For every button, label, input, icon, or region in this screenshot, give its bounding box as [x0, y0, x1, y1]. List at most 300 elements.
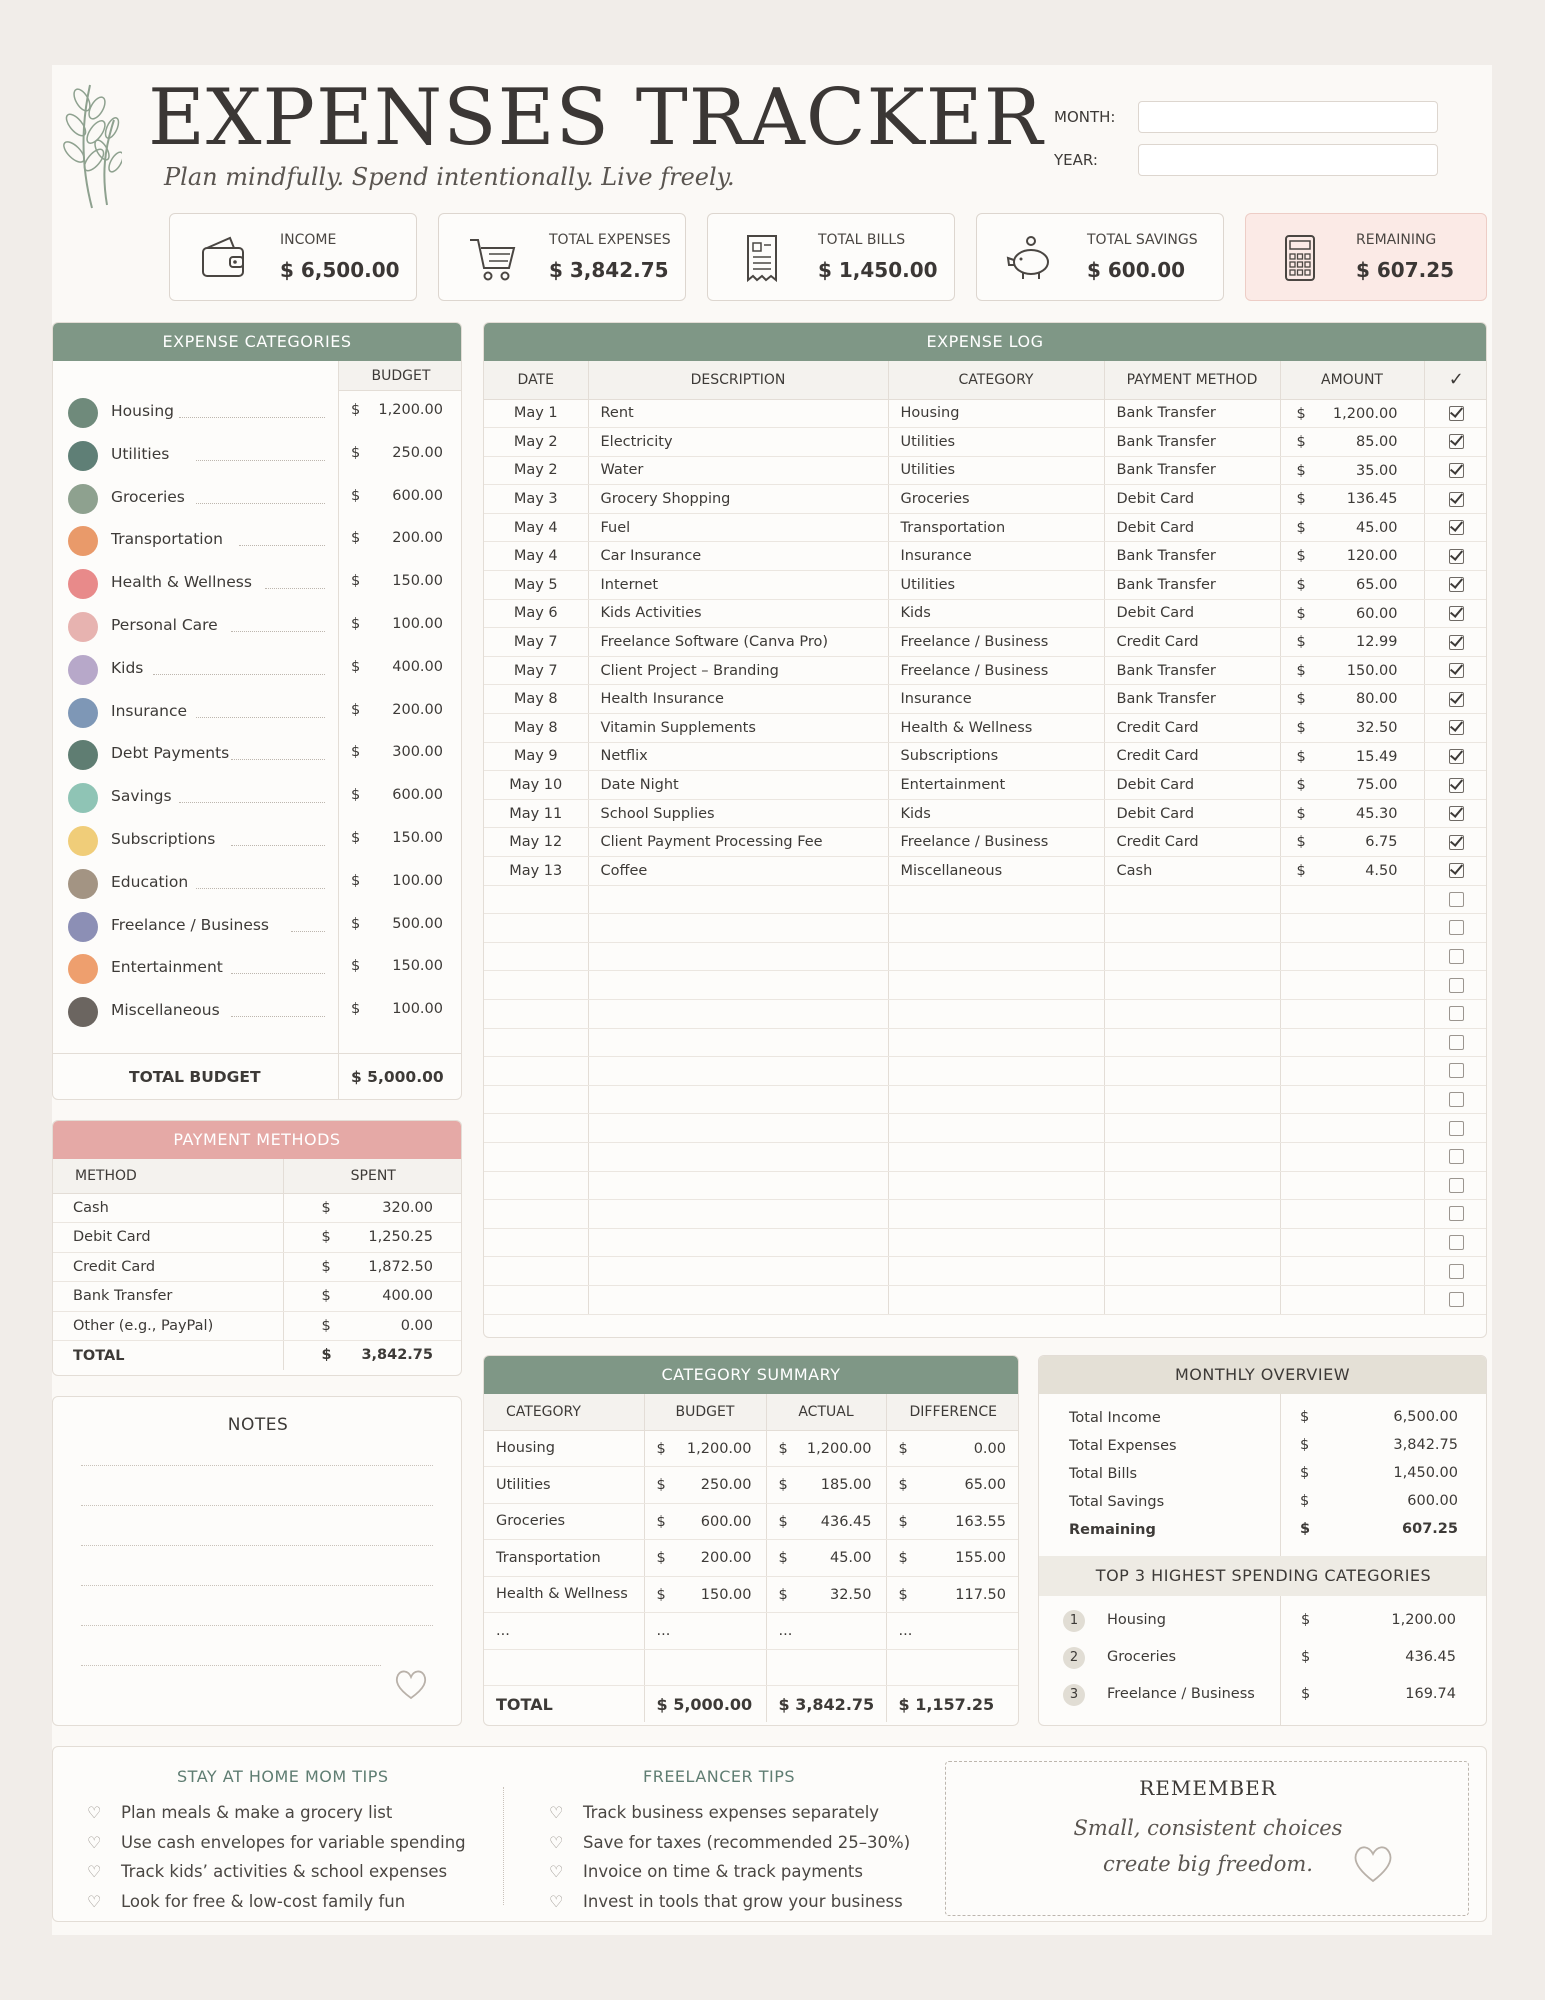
category-budget[interactable]: 600.00: [392, 487, 443, 504]
log-description[interactable]: Car Insurance: [588, 542, 888, 571]
checkbox[interactable]: [1449, 863, 1464, 878]
empty-cell[interactable]: [888, 1028, 1104, 1057]
log-payment-method[interactable]: Debit Card: [1104, 513, 1280, 542]
checkbox[interactable]: [1449, 835, 1464, 850]
table-row: [484, 828, 1487, 857]
log-payment-method[interactable]: Bank Transfer: [1104, 656, 1280, 685]
empty-cell[interactable]: [1104, 971, 1280, 1000]
note-line[interactable]: [81, 1465, 433, 1466]
log-date[interactable]: May 7: [484, 656, 588, 685]
table-row: [484, 456, 1487, 485]
table-row: [484, 1228, 1487, 1257]
note-line[interactable]: [81, 1545, 433, 1546]
log-check: [1424, 714, 1487, 743]
empty-cell[interactable]: [888, 971, 1104, 1000]
payment-method-name: Debit Card: [53, 1223, 283, 1253]
log-payment-method[interactable]: Credit Card: [1104, 828, 1280, 857]
empty-cell[interactable]: [588, 1257, 888, 1286]
checkbox[interactable]: [1449, 978, 1464, 993]
log-date[interactable]: May 7: [484, 628, 588, 657]
empty-cell[interactable]: [588, 914, 888, 943]
overview-label: Total Savings: [1069, 1494, 1165, 1510]
book-icon: [68, 869, 98, 899]
empty-cell[interactable]: [888, 885, 1104, 914]
empty-cell[interactable]: [888, 942, 1104, 971]
log-amount[interactable]: $ 85.00: [1280, 428, 1424, 457]
log-check: [1424, 771, 1487, 800]
checkbox[interactable]: [1449, 1092, 1464, 1107]
category-budget[interactable]: 250.00: [392, 444, 443, 461]
checkbox[interactable]: [1449, 892, 1464, 907]
log-date[interactable]: May 8: [484, 685, 588, 714]
category-row: [53, 862, 462, 905]
checkbox[interactable]: [1449, 1063, 1464, 1078]
empty-cell[interactable]: [1280, 914, 1424, 943]
checkbox[interactable]: [1449, 1235, 1464, 1250]
empty-cell[interactable]: [1280, 1028, 1424, 1057]
log-description[interactable]: Vitamin Supplements: [588, 714, 888, 743]
empty-cell[interactable]: [484, 942, 588, 971]
empty-cell[interactable]: [484, 1171, 588, 1200]
log-amount[interactable]: $ 75.00: [1280, 771, 1424, 800]
log-amount[interactable]: $ 136.45: [1280, 485, 1424, 514]
checkbox[interactable]: [1449, 1178, 1464, 1193]
table-row: [484, 1613, 1019, 1650]
category-row: [53, 733, 462, 776]
empty-cell[interactable]: [588, 1057, 888, 1086]
log-payment-method[interactable]: Bank Transfer: [1104, 456, 1280, 485]
log-description[interactable]: Water: [588, 456, 888, 485]
empty-cell[interactable]: [1280, 999, 1424, 1028]
log-date[interactable]: May 12: [484, 828, 588, 857]
empty-cell[interactable]: [1280, 1057, 1424, 1086]
empty-cell[interactable]: [1280, 1285, 1424, 1314]
category-name: Entertainment: [111, 958, 223, 977]
summary-budget: $ 1,200.00: [644, 1430, 766, 1467]
empty-cell[interactable]: [1104, 1028, 1280, 1057]
category-row: [53, 605, 462, 648]
empty-cell[interactable]: [484, 1085, 588, 1114]
log-check: [1424, 857, 1487, 886]
log-payment-method[interactable]: Credit Card: [1104, 714, 1280, 743]
log-category[interactable]: Miscellaneous: [888, 857, 1104, 886]
empty-cell[interactable]: [1280, 1114, 1424, 1143]
empty-cell[interactable]: [1104, 1228, 1280, 1257]
empty-cell[interactable]: [1280, 1142, 1424, 1171]
empty-cell[interactable]: [644, 1649, 766, 1686]
log-amount[interactable]: $ 45.00: [1280, 513, 1424, 542]
ellipsis-cell: ...: [484, 1613, 644, 1650]
checkbox[interactable]: [1449, 549, 1464, 564]
log-category[interactable]: Entertainment: [888, 771, 1104, 800]
wifi-icon: [68, 826, 98, 856]
empty-cell[interactable]: [588, 971, 888, 1000]
log-amount[interactable]: $ 150.00: [1280, 656, 1424, 685]
mom-tips-title: STAY AT HOME MOM TIPS: [177, 1767, 389, 1786]
category-row: [53, 776, 462, 819]
checkbox[interactable]: [1449, 635, 1464, 650]
log-amount[interactable]: $ 120.00: [1280, 542, 1424, 571]
overview-label: Total Income: [1069, 1410, 1161, 1426]
expenses-tracker-sheet: [52, 65, 1492, 1935]
log-check: [1424, 942, 1487, 971]
category-row: [53, 648, 462, 691]
empty-cell[interactable]: [888, 1114, 1104, 1143]
empty-cell[interactable]: [588, 1285, 888, 1314]
log-date[interactable]: May 9: [484, 742, 588, 771]
empty-cell[interactable]: [588, 1028, 888, 1057]
log-category[interactable]: Housing: [888, 399, 1104, 428]
log-date[interactable]: May 13: [484, 857, 588, 886]
empty-cell[interactable]: [588, 1200, 888, 1229]
empty-cell[interactable]: [484, 1257, 588, 1286]
checkbox[interactable]: [1449, 663, 1464, 678]
log-description[interactable]: Coffee: [588, 857, 888, 886]
category-name: Health & Wellness: [111, 573, 252, 592]
more-icon: [68, 997, 98, 1027]
empty-cell[interactable]: [1280, 1228, 1424, 1257]
log-amount[interactable]: $ 12.99: [1280, 628, 1424, 657]
category-budget[interactable]: 150.00: [392, 573, 443, 590]
empty-cell[interactable]: [588, 1171, 888, 1200]
log-date[interactable]: May 1: [484, 399, 588, 428]
empty-cell[interactable]: [886, 1649, 1019, 1686]
table-row: [484, 1576, 1019, 1613]
empty-cell[interactable]: [1104, 914, 1280, 943]
log-category[interactable]: Freelance / Business: [888, 656, 1104, 685]
log-description[interactable]: Grocery Shopping: [588, 485, 888, 514]
empty-cell[interactable]: [1280, 1085, 1424, 1114]
log-amount[interactable]: $ 6.75: [1280, 828, 1424, 857]
empty-cell[interactable]: [484, 885, 588, 914]
category-budget[interactable]: 300.00: [392, 744, 443, 761]
log-payment-method[interactable]: Credit Card: [1104, 742, 1280, 771]
log-description[interactable]: Kids Activities: [588, 599, 888, 628]
empty-cell[interactable]: [1104, 1085, 1280, 1114]
category-budget[interactable]: 100.00: [392, 616, 443, 632]
checkbox[interactable]: [1449, 1121, 1464, 1136]
log-payment-method[interactable]: Debit Card: [1104, 771, 1280, 800]
log-description[interactable]: Fuel: [588, 513, 888, 542]
checkbox[interactable]: [1449, 806, 1464, 821]
empty-cell[interactable]: [588, 1114, 888, 1143]
empty-cell[interactable]: [1280, 885, 1424, 914]
payment-method-name: Cash: [53, 1193, 283, 1223]
log-amount[interactable]: $ 45.30: [1280, 799, 1424, 828]
log-category[interactable]: Utilities: [888, 428, 1104, 457]
empty-cell[interactable]: [484, 1285, 588, 1314]
table-row: [484, 628, 1487, 657]
log-payment-method[interactable]: Debit Card: [1104, 599, 1280, 628]
remaining-label: REMAINING: [1356, 232, 1437, 248]
log-payment-method[interactable]: Credit Card: [1104, 628, 1280, 657]
empty-cell[interactable]: [888, 914, 1104, 943]
empty-cell[interactable]: [484, 999, 588, 1028]
empty-cell[interactable]: [484, 971, 588, 1000]
log-date[interactable]: May 4: [484, 542, 588, 571]
empty-cell[interactable]: [888, 1228, 1104, 1257]
checkbox[interactable]: [1449, 1264, 1464, 1279]
dollar-sign: $: [1296, 834, 1306, 851]
empty-cell[interactable]: [888, 1142, 1104, 1171]
log-date[interactable]: May 11: [484, 799, 588, 828]
category-budget[interactable]: 150.00: [392, 958, 443, 975]
category-budget[interactable]: 100.00: [392, 872, 443, 889]
log-payment-method[interactable]: Bank Transfer: [1104, 685, 1280, 714]
log-check: [1424, 599, 1487, 628]
log-category[interactable]: Freelance / Business: [888, 628, 1104, 657]
checkbox[interactable]: [1449, 1206, 1464, 1221]
log-amount[interactable]: $ 4.50: [1280, 857, 1424, 886]
overview-row: [1039, 1460, 1487, 1488]
log-date[interactable]: May 8: [484, 714, 588, 743]
empty-cell[interactable]: [588, 885, 888, 914]
table-row: [484, 1028, 1487, 1057]
month-input[interactable]: [1138, 101, 1438, 133]
log-category[interactable]: Insurance: [888, 542, 1104, 571]
note-line[interactable]: [81, 1665, 381, 1666]
log-category[interactable]: Utilities: [888, 571, 1104, 600]
log-payment-method[interactable]: Debit Card: [1104, 799, 1280, 828]
empty-cell[interactable]: [1104, 1171, 1280, 1200]
checkbox[interactable]: [1449, 463, 1464, 478]
checkbox[interactable]: [1449, 1035, 1464, 1050]
notes-panel: [52, 1396, 462, 1726]
checkbox[interactable]: [1449, 492, 1464, 507]
heart-icon: ♡: [549, 1862, 564, 1881]
table-row: [484, 571, 1487, 600]
category-name: Personal Care: [111, 616, 218, 634]
empty-cell[interactable]: [1280, 1257, 1424, 1286]
note-line[interactable]: [81, 1585, 433, 1586]
log-date[interactable]: May 10: [484, 771, 588, 800]
checkbox[interactable]: [1449, 692, 1464, 707]
log-category[interactable]: Utilities: [888, 456, 1104, 485]
checkbox[interactable]: [1449, 1006, 1464, 1021]
checkbox[interactable]: [1449, 1292, 1464, 1307]
log-description[interactable]: Freelance Software (Canva Pro): [588, 628, 888, 657]
empty-cell[interactable]: [1104, 885, 1280, 914]
checkbox[interactable]: [1449, 606, 1464, 621]
log-date[interactable]: May 6: [484, 599, 588, 628]
log-date[interactable]: May 2: [484, 428, 588, 457]
year-input[interactable]: [1138, 144, 1438, 176]
notes-title: NOTES: [227, 1415, 289, 1435]
summary-total-row: [484, 1686, 1019, 1723]
empty-cell[interactable]: [484, 1028, 588, 1057]
empty-cell[interactable]: [1280, 942, 1424, 971]
empty-cell[interactable]: [484, 1114, 588, 1143]
category-budget[interactable]: 150.00: [392, 830, 443, 846]
log-payment-method[interactable]: Debit Card: [1104, 485, 1280, 514]
empty-cell[interactable]: [1280, 1200, 1424, 1229]
log-description[interactable]: Health Insurance: [588, 685, 888, 714]
empty-cell[interactable]: [1104, 1285, 1280, 1314]
total-bills-value: $ 1,450.00: [818, 258, 938, 282]
log-payment-method[interactable]: Bank Transfer: [1104, 399, 1280, 428]
category-budget[interactable]: 400.00: [392, 658, 443, 675]
checkbox[interactable]: [1449, 520, 1464, 535]
empty-cell[interactable]: [588, 1142, 888, 1171]
empty-cell[interactable]: [888, 999, 1104, 1028]
category-budget[interactable]: 100.00: [392, 1001, 443, 1018]
shopping-cart-icon: [467, 232, 519, 284]
log-category[interactable]: Kids: [888, 599, 1104, 628]
log-category[interactable]: Subscriptions: [888, 742, 1104, 771]
dollar-sign: $: [1296, 691, 1306, 708]
category-name: Freelance / Business: [111, 915, 270, 934]
overview-value: $ 600.00: [1300, 1493, 1458, 1509]
log-description[interactable]: Netflix: [588, 742, 888, 771]
table-row: [484, 1142, 1487, 1171]
empty-cell[interactable]: [484, 914, 588, 943]
log-date[interactable]: May 5: [484, 571, 588, 600]
empty-cell[interactable]: [484, 1200, 588, 1229]
log-payment-method[interactable]: Bank Transfer: [1104, 571, 1280, 600]
heart-icon: ♡: [87, 1891, 102, 1911]
page-title: EXPENSES TRACKER: [148, 73, 1044, 163]
log-amount[interactable]: $ 1,200.00: [1280, 399, 1424, 428]
log-category[interactable]: Kids: [888, 799, 1104, 828]
remaining-card: [1245, 213, 1487, 301]
empty-cell[interactable]: [1104, 1200, 1280, 1229]
dollar-sign: $: [1296, 863, 1306, 879]
expense-log-table: [484, 361, 1487, 1315]
log-category[interactable]: Insurance: [888, 685, 1104, 714]
total-expenses-label: TOTAL EXPENSES: [549, 232, 671, 248]
log-payment-method[interactable]: Bank Transfer: [1104, 542, 1280, 571]
table-row: [484, 1057, 1487, 1086]
total-savings-card: [976, 213, 1224, 301]
checkbox[interactable]: [1449, 577, 1464, 592]
empty-cell[interactable]: [484, 1057, 588, 1086]
top-category-name: Freelance / Business: [1107, 1686, 1255, 1702]
empty-cell[interactable]: [484, 1649, 644, 1686]
empty-cell[interactable]: [1104, 942, 1280, 971]
empty-cell[interactable]: [484, 1228, 588, 1257]
empty-cell[interactable]: [888, 1285, 1104, 1314]
checkbox[interactable]: [1449, 406, 1464, 421]
basket-icon: [68, 484, 98, 514]
empty-cell[interactable]: [1280, 1171, 1424, 1200]
empty-cell[interactable]: [888, 1057, 1104, 1086]
log-description[interactable]: School Supplies: [588, 799, 888, 828]
category-budget[interactable]: 500.00: [392, 915, 443, 932]
log-date[interactable]: May 2: [484, 456, 588, 485]
category-row: [53, 905, 462, 948]
category-summary-header: CATEGORY SUMMARY: [484, 1356, 1018, 1394]
checkbox[interactable]: [1449, 434, 1464, 449]
total-budget-label: TOTAL BUDGET: [129, 1068, 261, 1086]
empty-cell[interactable]: [484, 1142, 588, 1171]
freelancer-tips-title: FREELANCER TIPS: [643, 1767, 796, 1786]
empty-cell[interactable]: [888, 1085, 1104, 1114]
checkbox[interactable]: [1449, 1149, 1464, 1164]
method-column-header: METHOD: [53, 1159, 283, 1193]
monthly-overview-header: MONTHLY OVERVIEW: [1039, 1356, 1486, 1394]
empty-cell[interactable]: [766, 1649, 886, 1686]
summary-difference: $ 155.00: [886, 1540, 1019, 1577]
log-amount[interactable]: $ 35.00: [1280, 456, 1424, 485]
empty-cell[interactable]: [1280, 971, 1424, 1000]
category-budget[interactable]: 600.00: [392, 787, 443, 804]
log-date[interactable]: May 3: [484, 485, 588, 514]
category-summary-panel: [483, 1355, 1019, 1726]
log-category[interactable]: Health & Wellness: [888, 714, 1104, 743]
checkbox[interactable]: [1449, 920, 1464, 935]
empty-cell[interactable]: [1104, 1142, 1280, 1171]
log-payment-method[interactable]: Cash: [1104, 857, 1280, 886]
log-column-header: AMOUNT: [1280, 361, 1424, 399]
empty-cell[interactable]: [888, 1200, 1104, 1229]
empty-cell[interactable]: [588, 999, 888, 1028]
log-date[interactable]: May 4: [484, 513, 588, 542]
summary-column-header: ACTUAL: [766, 1394, 886, 1430]
checkbox[interactable]: [1449, 749, 1464, 764]
log-category[interactable]: Groceries: [888, 485, 1104, 514]
checkbox[interactable]: [1449, 720, 1464, 735]
summary-total-budget: $ 5,000.00: [644, 1686, 766, 1723]
log-description[interactable]: Electricity: [588, 428, 888, 457]
log-column-header: CATEGORY: [888, 361, 1104, 399]
empty-cell[interactable]: [588, 1228, 888, 1257]
category-row: [53, 562, 462, 605]
log-description[interactable]: Client Payment Processing Fee: [588, 828, 888, 857]
empty-cell[interactable]: [588, 1085, 888, 1114]
dollar-sign: $: [1296, 405, 1306, 422]
empty-cell[interactable]: [1104, 999, 1280, 1028]
log-category[interactable]: Freelance / Business: [888, 828, 1104, 857]
expense-log-header-row: [484, 361, 1487, 399]
checkbox[interactable]: [1449, 778, 1464, 793]
tagline: Plan mindfully. Spend intentionally. Live freely.: [164, 163, 735, 191]
log-amount[interactable]: $ 65.00: [1280, 571, 1424, 600]
empty-cell[interactable]: [888, 1257, 1104, 1286]
rank-badge: 1: [1063, 1610, 1085, 1632]
log-description[interactable]: Client Project – Branding: [588, 656, 888, 685]
log-payment-method[interactable]: Bank Transfer: [1104, 428, 1280, 457]
log-description[interactable]: Rent: [588, 399, 888, 428]
total-budget-value: $ 5,000.00: [351, 1068, 444, 1086]
log-check: [1424, 685, 1487, 714]
empty-cell[interactable]: [1104, 1257, 1280, 1286]
table-row: [484, 1200, 1487, 1229]
log-description[interactable]: Date Night: [588, 771, 888, 800]
income-value: $ 6,500.00: [280, 258, 400, 282]
payment-total-value: $ 3,842.75: [321, 1347, 433, 1363]
rank-badge: 2: [1063, 1647, 1085, 1669]
log-amount[interactable]: $ 80.00: [1280, 685, 1424, 714]
log-category[interactable]: Transportation: [888, 513, 1104, 542]
spent-column-header: SPENT: [283, 1159, 462, 1193]
log-amount[interactable]: $ 15.49: [1280, 742, 1424, 771]
empty-cell[interactable]: [1104, 1057, 1280, 1086]
note-line[interactable]: [81, 1505, 433, 1506]
note-line[interactable]: [81, 1625, 433, 1626]
empty-cell[interactable]: [888, 1171, 1104, 1200]
log-column-header: DATE: [484, 361, 588, 399]
empty-cell[interactable]: [588, 942, 888, 971]
empty-cell[interactable]: [1104, 1114, 1280, 1143]
log-amount[interactable]: $ 32.50: [1280, 714, 1424, 743]
category-budget[interactable]: 200.00: [392, 530, 443, 547]
log-amount[interactable]: $ 60.00: [1280, 599, 1424, 628]
log-description[interactable]: Internet: [588, 571, 888, 600]
category-budget[interactable]: 200.00: [392, 701, 443, 718]
checkbox[interactable]: [1449, 949, 1464, 964]
category-budget[interactable]: 1,200.00: [378, 402, 443, 418]
table-row: [484, 399, 1487, 428]
